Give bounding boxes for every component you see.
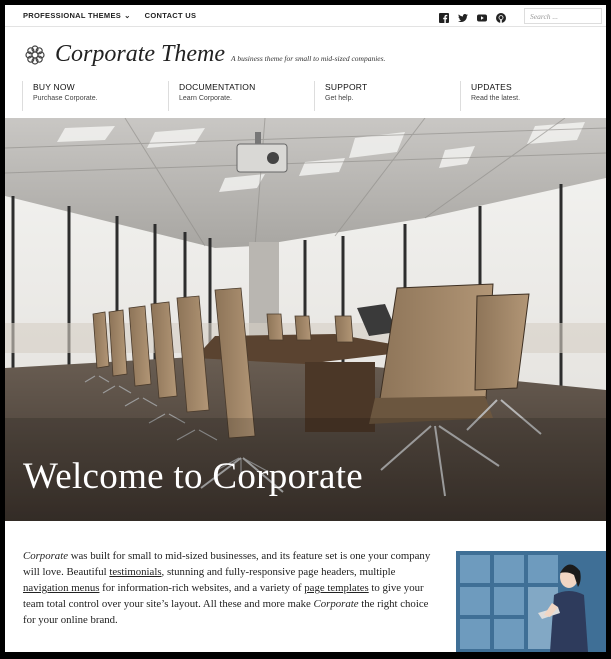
intro-text: was built for small to mid-sized businesses, and its feature set is one your company will love. Beautiful	[23, 550, 431, 578]
logo-icon[interactable]	[24, 44, 46, 66]
side-photo	[456, 551, 606, 652]
nav-item-label: SUPPORT	[325, 82, 368, 92]
top-bar	[5, 5, 606, 27]
intro-text: for information-rich websites, and a variety of	[99, 582, 305, 594]
testimonials-link[interactable]: testimonials	[109, 566, 162, 578]
intro-paragraph	[23, 548, 433, 628]
intro-text: Corporate	[313, 598, 359, 610]
site-tagline: A business theme for small to mid-sized companies.	[231, 54, 386, 63]
nav-item-label: UPDATES	[471, 82, 512, 92]
navigation-menus-link[interactable]: navigation menus	[23, 582, 100, 594]
nav-item-desc: Read the latest.	[471, 95, 521, 102]
top-nav	[23, 11, 196, 20]
nav-item-support[interactable]	[314, 81, 460, 111]
site-branding	[24, 41, 385, 68]
intro-text: , stunning and fully-responsive page headers, multiple	[161, 566, 396, 578]
twitter-icon[interactable]	[458, 10, 468, 20]
page-templates-link[interactable]: page templates	[304, 582, 369, 594]
intro-text: Corporate	[23, 550, 68, 562]
site-title[interactable]: Corporate Theme	[55, 41, 225, 67]
nav-item-label: BUY NOW	[33, 82, 75, 92]
nav-item-desc: Learn Corporate.	[179, 95, 232, 102]
nav-item-documentation[interactable]	[168, 81, 314, 111]
intro-text: to give your team total control over your site’s layout. All these and more make	[23, 582, 424, 610]
nav-item-buy-now[interactable]	[22, 81, 168, 111]
hero-banner	[5, 118, 606, 521]
nav-item-desc: Purchase Corporate.	[33, 95, 98, 102]
nav-item-label: DOCUMENTATION	[179, 82, 256, 92]
nav-item-updates[interactable]	[460, 81, 606, 111]
hero-title: Welcome to Corporate	[23, 456, 364, 497]
top-nav-label: PROFESSIONAL THEMES	[23, 11, 122, 20]
nav-item-desc: Get help.	[325, 95, 354, 102]
youtube-icon[interactable]	[477, 10, 487, 20]
main-nav	[22, 81, 606, 111]
top-nav-contact-us[interactable]: CONTACT US	[144, 11, 197, 20]
page	[5, 5, 606, 652]
top-nav-professional-themes[interactable]	[23, 11, 131, 20]
search-input[interactable]: Search ...	[524, 8, 602, 24]
chevron-down-icon: ⌄	[124, 11, 131, 20]
github-icon[interactable]	[496, 10, 506, 20]
woman-with-tablet-image	[456, 551, 606, 652]
intro-text: the right choice for your online brand.	[23, 598, 429, 626]
social-icons	[439, 10, 506, 20]
facebook-icon[interactable]	[439, 10, 449, 20]
